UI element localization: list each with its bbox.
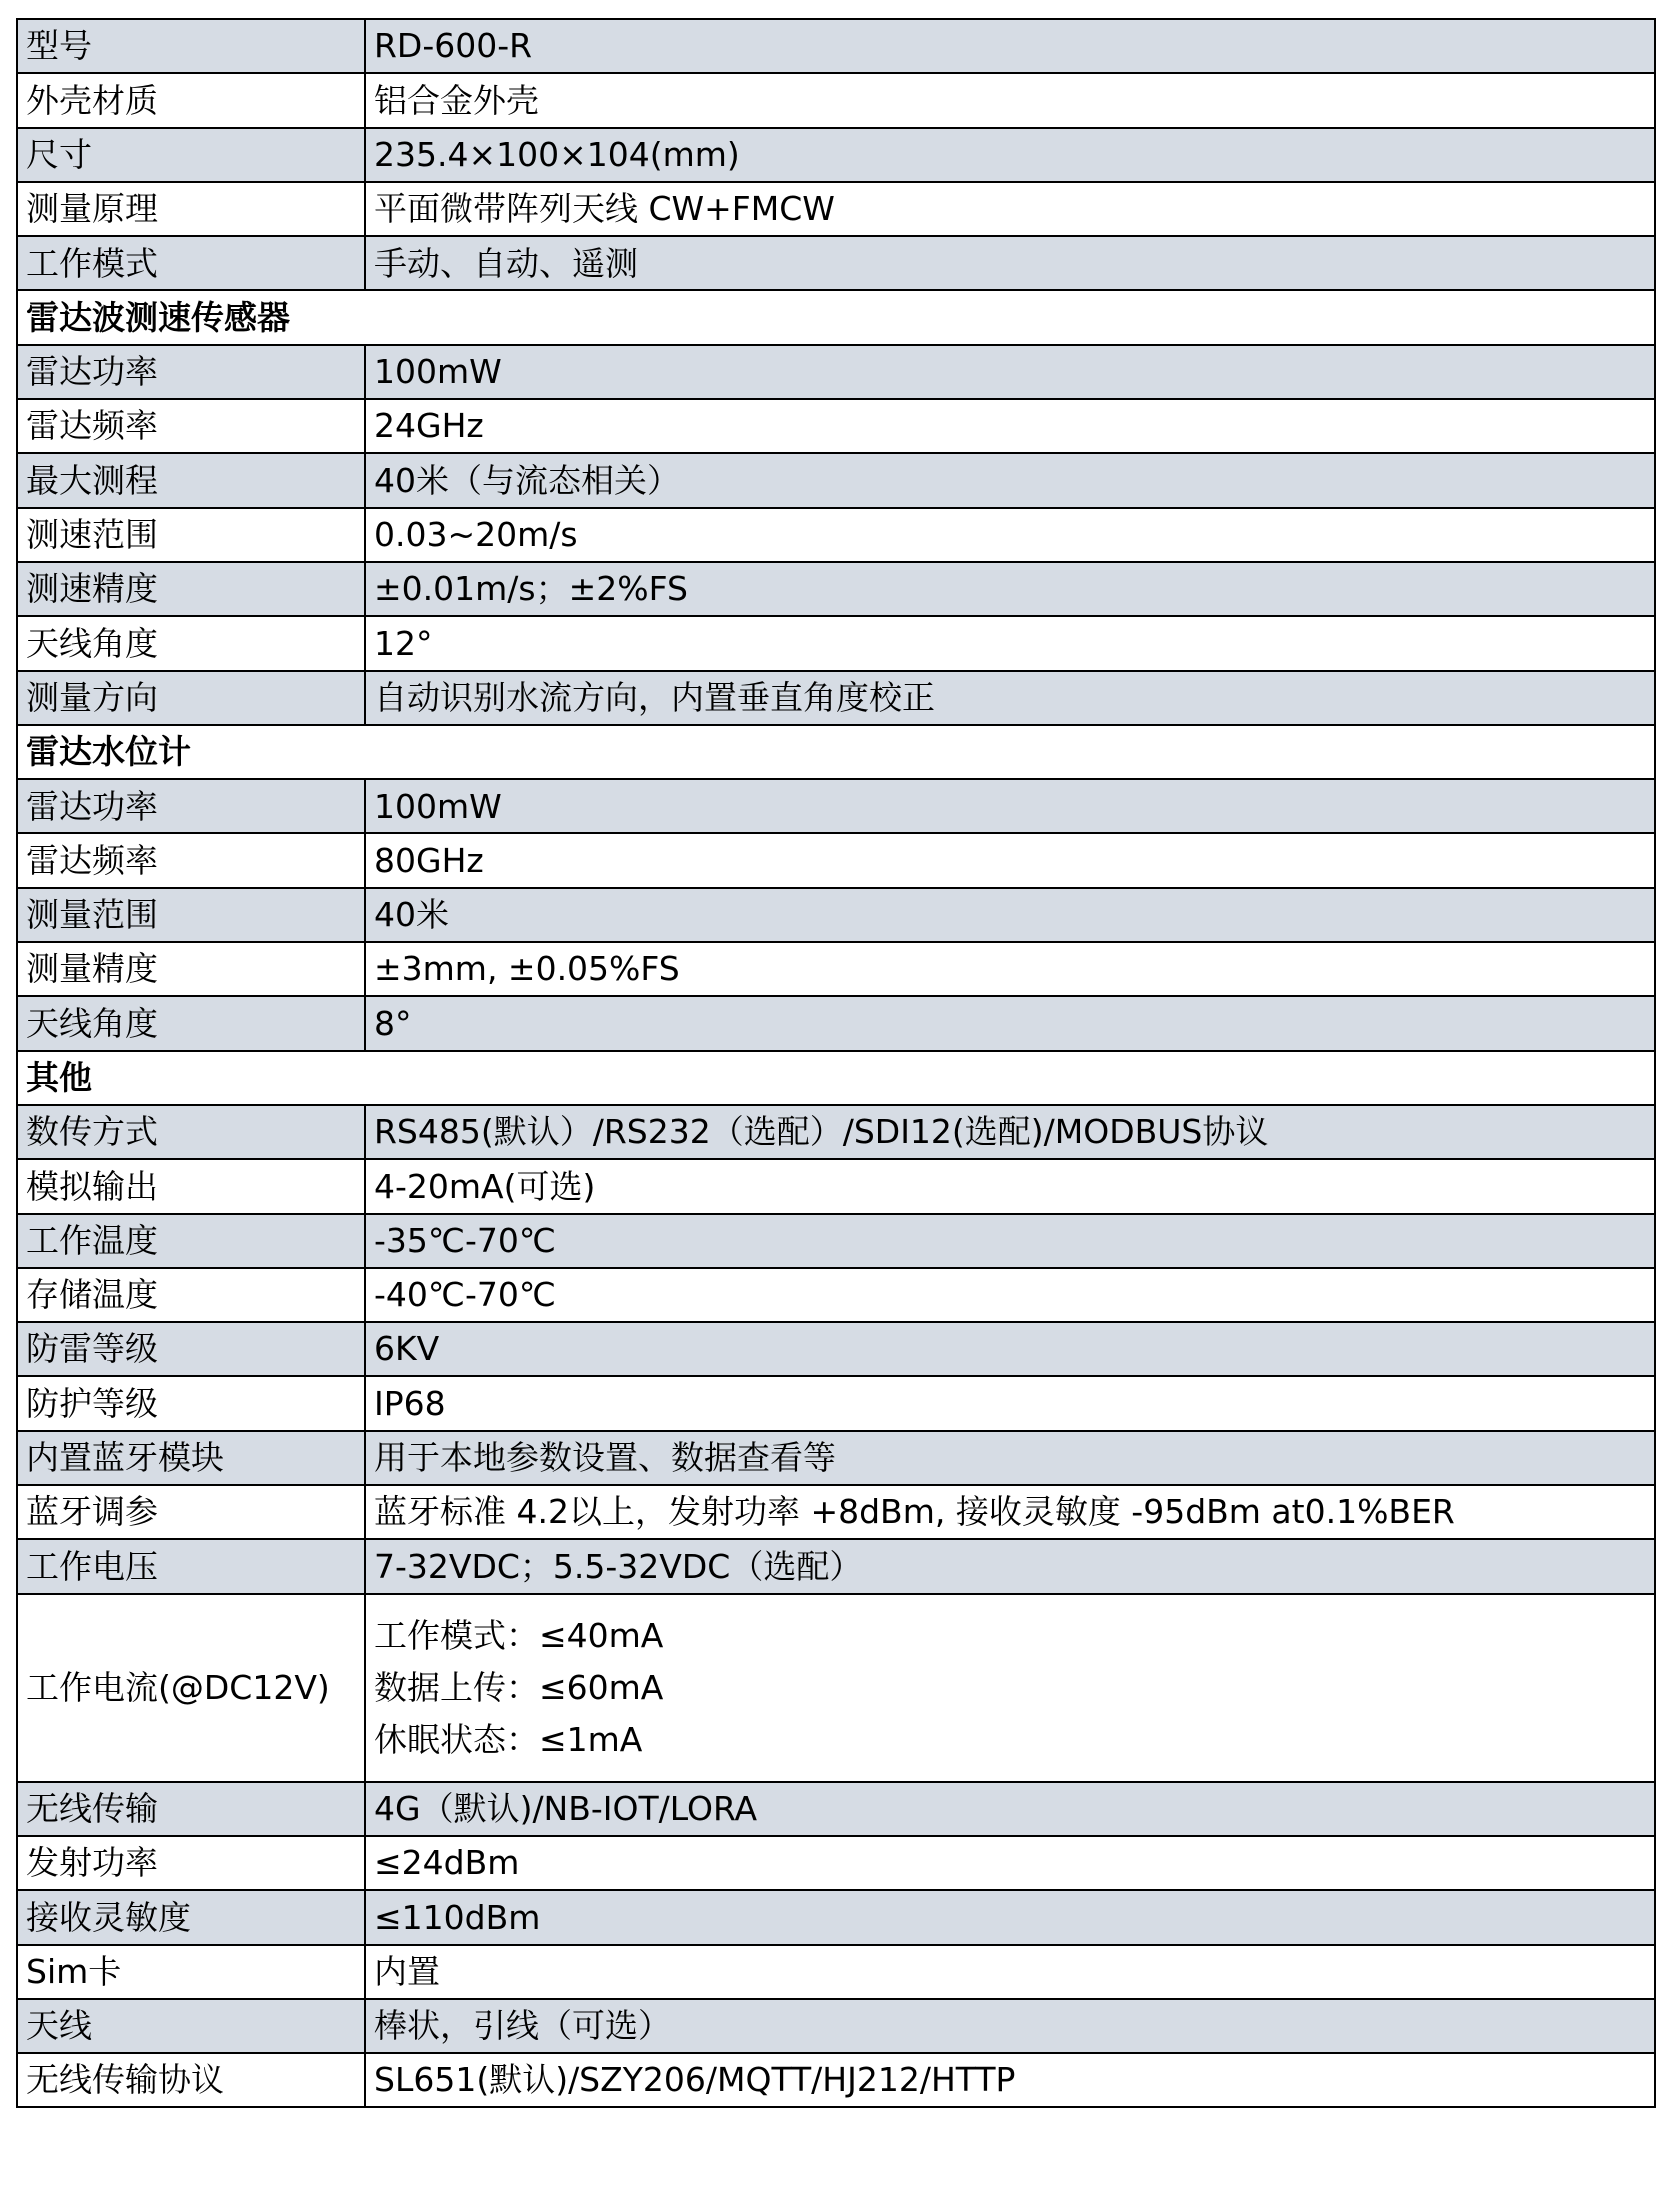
spec-value: 7-32VDC；5.5-32VDC（选配） <box>365 1539 1655 1593</box>
spec-row <box>17 779 1655 833</box>
spec-label: 内置蓝牙模块 <box>17 1431 365 1485</box>
spec-label: 天线 <box>17 1999 365 2053</box>
spec-value: 40米 <box>365 888 1655 942</box>
spec-value: 0.03~20m/s <box>365 508 1655 562</box>
spec-value <box>365 1594 1655 1782</box>
spec-value-line: 休眠状态：≤1mA <box>374 1719 643 1759</box>
spec-label: 测量方向 <box>17 671 365 725</box>
spec-row <box>17 833 1655 887</box>
spec-value: SL651(默认)/SZY206/MQTT/HJ212/HTTP <box>365 2053 1655 2107</box>
spec-row <box>17 1322 1655 1376</box>
spec-label: 雷达功率 <box>17 345 365 399</box>
spec-row <box>17 1376 1655 1430</box>
spec-label: 工作温度 <box>17 1214 365 1268</box>
spec-label: 无线传输 <box>17 1782 365 1836</box>
spec-label: 雷达功率 <box>17 779 365 833</box>
spec-value: 棒状，引线（可选） <box>365 1999 1655 2053</box>
spec-row <box>17 453 1655 507</box>
spec-row <box>17 1594 1655 1782</box>
section-header-row <box>17 290 1655 344</box>
spec-row <box>17 1431 1655 1485</box>
spec-value: 用于本地参数设置、数据查看等 <box>365 1431 1655 1485</box>
spec-value: 235.4×100×104(mm) <box>365 128 1655 182</box>
spec-value: ≤110dBm <box>365 1890 1655 1944</box>
spec-label: 防护等级 <box>17 1376 365 1430</box>
spec-label: 测速精度 <box>17 562 365 616</box>
spec-value: 40米（与流态相关） <box>365 453 1655 507</box>
spec-row <box>17 1890 1655 1944</box>
spec-label: 防雷等级 <box>17 1322 365 1376</box>
spec-label: 尺寸 <box>17 128 365 182</box>
spec-label: 外壳材质 <box>17 73 365 127</box>
spec-value: ±3mm, ±0.05%FS <box>365 942 1655 996</box>
spec-label: 天线角度 <box>17 616 365 670</box>
spec-row <box>17 1999 1655 2053</box>
spec-label: 蓝牙调参 <box>17 1485 365 1539</box>
spec-value: ≤24dBm <box>365 1836 1655 1890</box>
spec-value: RS485(默认）/RS232（选配）/SDI12(选配)/MODBUS协议 <box>365 1105 1655 1159</box>
spec-value: 8° <box>365 996 1655 1050</box>
spec-value: 4-20mA(可选) <box>365 1159 1655 1213</box>
spec-value: 内置 <box>365 1945 1655 1999</box>
spec-table-body <box>17 19 1655 2107</box>
spec-row <box>17 182 1655 236</box>
section-title: 其他 <box>17 1051 1655 1105</box>
spec-value: IP68 <box>365 1376 1655 1430</box>
spec-row <box>17 236 1655 290</box>
spec-value: -35℃-70℃ <box>365 1214 1655 1268</box>
spec-row <box>17 2053 1655 2107</box>
spec-label: 数传方式 <box>17 1105 365 1159</box>
spec-value: 80GHz <box>365 833 1655 887</box>
spec-row <box>17 399 1655 453</box>
spec-row <box>17 616 1655 670</box>
section-header-row <box>17 1051 1655 1105</box>
spec-row <box>17 671 1655 725</box>
spec-value: 12° <box>365 616 1655 670</box>
spec-label: 工作模式 <box>17 236 365 290</box>
spec-label: 型号 <box>17 19 365 73</box>
spec-row <box>17 1945 1655 1999</box>
spec-row <box>17 1539 1655 1593</box>
section-header-row <box>17 725 1655 779</box>
spec-label: 测速范围 <box>17 508 365 562</box>
spec-value: 铝合金外壳 <box>365 73 1655 127</box>
spec-label: 天线角度 <box>17 996 365 1050</box>
spec-label: 测量精度 <box>17 942 365 996</box>
spec-row <box>17 508 1655 562</box>
spec-row <box>17 1105 1655 1159</box>
spec-value: 100mW <box>365 779 1655 833</box>
spec-row <box>17 73 1655 127</box>
spec-label: 测量范围 <box>17 888 365 942</box>
spec-value: 手动、自动、遥测 <box>365 236 1655 290</box>
spec-row <box>17 1782 1655 1836</box>
spec-label: 雷达频率 <box>17 833 365 887</box>
spec-row <box>17 888 1655 942</box>
section-title: 雷达波测速传感器 <box>17 290 1655 344</box>
spec-row <box>17 1214 1655 1268</box>
spec-label: 发射功率 <box>17 1836 365 1890</box>
spec-value: 100mW <box>365 345 1655 399</box>
spec-value: 6KV <box>365 1322 1655 1376</box>
spec-value: 平面微带阵列天线 CW+FMCW <box>365 182 1655 236</box>
spec-label: 最大测程 <box>17 453 365 507</box>
section-title: 雷达水位计 <box>17 725 1655 779</box>
spec-table <box>16 18 1656 2108</box>
spec-row <box>17 1836 1655 1890</box>
spec-value: 自动识别水流方向，内置垂直角度校正 <box>365 671 1655 725</box>
spec-label: Sim卡 <box>17 1945 365 1999</box>
spec-row <box>17 19 1655 73</box>
spec-label: 模拟输出 <box>17 1159 365 1213</box>
spec-label: 存储温度 <box>17 1268 365 1322</box>
spec-value-line: 工作模式：≤40mA <box>374 1615 664 1655</box>
spec-row <box>17 996 1655 1050</box>
spec-label: 测量原理 <box>17 182 365 236</box>
spec-label: 无线传输协议 <box>17 2053 365 2107</box>
spec-row <box>17 1485 1655 1539</box>
spec-row <box>17 1268 1655 1322</box>
spec-row <box>17 942 1655 996</box>
spec-value: -40℃-70℃ <box>365 1268 1655 1322</box>
spec-value-line: 数据上传：≤60mA <box>374 1667 664 1707</box>
spec-row <box>17 1159 1655 1213</box>
spec-value: ±0.01m/s；±2%FS <box>365 562 1655 616</box>
spec-label: 雷达频率 <box>17 399 365 453</box>
spec-label: 接收灵敏度 <box>17 1890 365 1944</box>
spec-row <box>17 345 1655 399</box>
spec-value: 24GHz <box>365 399 1655 453</box>
spec-label: 工作电压 <box>17 1539 365 1593</box>
spec-row <box>17 128 1655 182</box>
spec-value: 蓝牙标准 4.2以上，发射功率 +8dBm, 接收灵敏度 -95dBm at0.1%BER <box>365 1485 1655 1539</box>
spec-value: RD-600-R <box>365 19 1655 73</box>
spec-label: 工作电流(@DC12V) <box>17 1594 365 1782</box>
spec-row <box>17 562 1655 616</box>
spec-value: 4G（默认)/NB-IOT/LORA <box>365 1782 1655 1836</box>
